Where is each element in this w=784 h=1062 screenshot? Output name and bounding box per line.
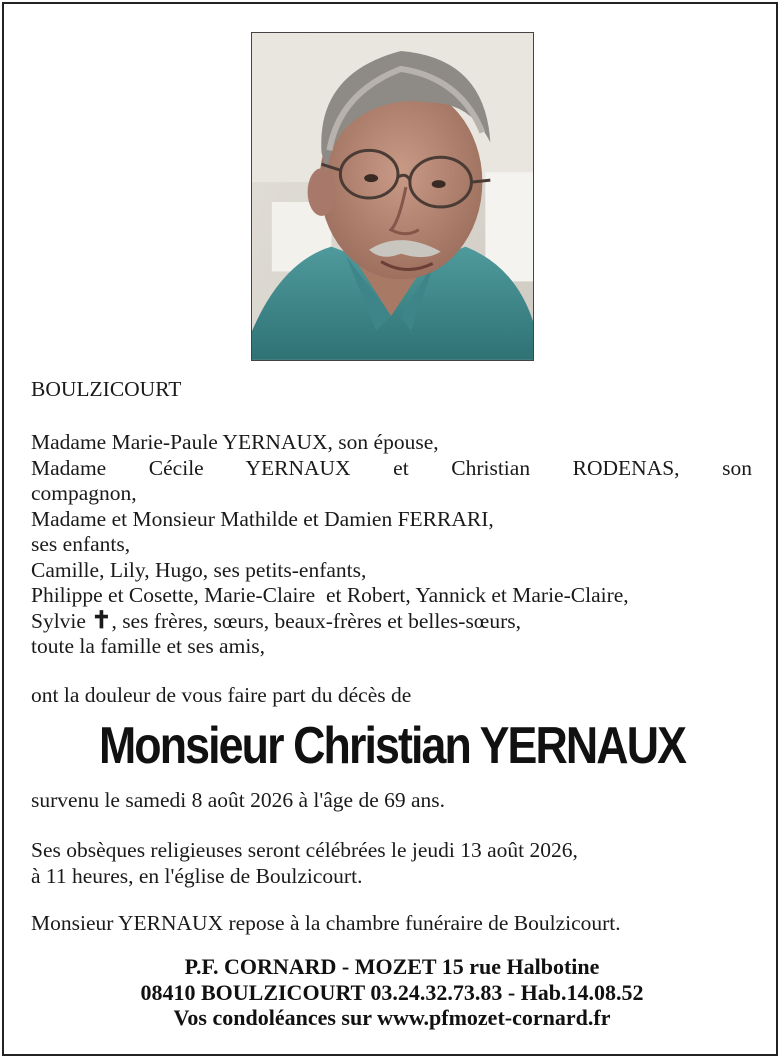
- portrait-illustration: [252, 33, 533, 360]
- family-line-6: Camille, Lily, Hugo, ses petits-enfants,: [31, 557, 367, 582]
- family-line-5: ses enfants,: [31, 532, 131, 556]
- footer-line-2: 08410 BOULZICOURT 03.24.32.73.83 - Hab.14.08.52: [140, 979, 644, 1005]
- family-line-1: Madame Marie-Paule YERNAUX, son épouse,: [31, 430, 439, 454]
- death-info: survenu le samedi 8 août 2026 à l'âge de 69 ans.: [31, 788, 446, 812]
- rest-info: Monsieur YERNAUX repose à la chambre funéraire de Boulzicourt.: [31, 911, 621, 935]
- footer-line-3: Vos condoléances sur www.pfmozet-cornard.fr: [173, 1005, 611, 1030]
- family-line-8-rest: , ses frères, sœurs, beaux-frères et belles-sœurs,: [111, 608, 521, 633]
- family-line-4: Madame et Monsieur Mathilde et Damien FERRARI,: [31, 506, 494, 531]
- family-line-8-name: Sylvie: [31, 608, 86, 633]
- family-line-2: Madame Cécile YERNAUX et Christian RODENAS, son: [31, 455, 752, 480]
- funeral-info: [31, 838, 752, 889]
- footer-line-1: P.F. CORNARD - MOZET 15 rue Halbotine: [184, 954, 600, 979]
- family-line-9: toute la famille et ses amis,: [31, 634, 266, 658]
- cross-icon: ✝: [91, 607, 112, 634]
- location-line: BOULZICOURT: [31, 377, 182, 401]
- funeral-line-1: Ses obsèques religieuses seront célébrées le jeudi 13 août 2026,: [31, 838, 578, 862]
- announcement: ont la douleur de vous faire part du décès de: [31, 683, 412, 707]
- family-line-8: [31, 609, 752, 635]
- deceased-name: Monsieur Christian YERNAUX: [98, 717, 686, 775]
- funeral-home-footer: [0, 954, 784, 1031]
- family-line-7: Philippe et Cosette, Marie-Claire et Robert, Yannick et Marie-Claire,: [31, 583, 629, 607]
- funeral-line-2: à 11 heures, en l'église de Boulzicourt.: [31, 863, 363, 888]
- family-line-3: compagnon,: [31, 481, 137, 505]
- family-list: [31, 430, 752, 660]
- portrait-photo: [251, 32, 534, 361]
